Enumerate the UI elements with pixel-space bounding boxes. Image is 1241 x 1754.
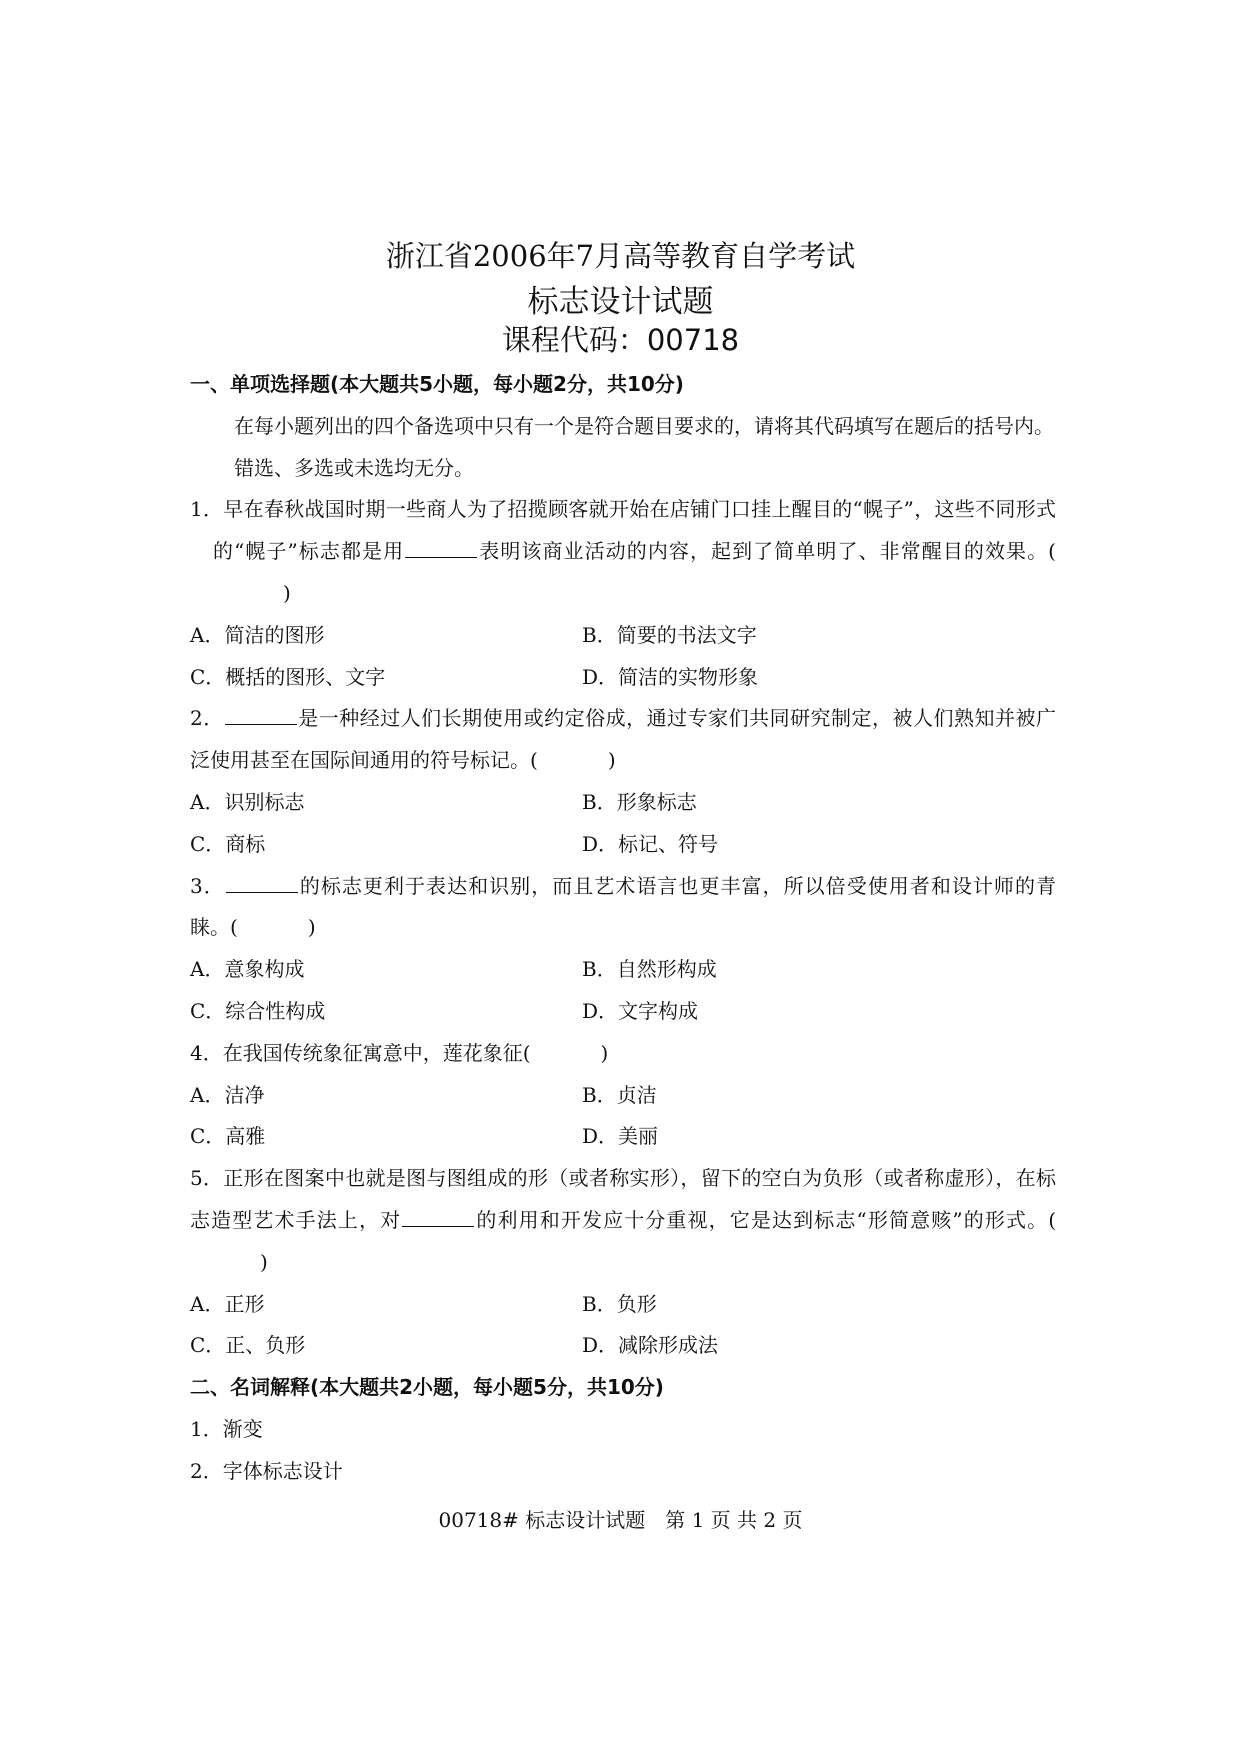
option-a: A．简洁的图形: [190, 622, 325, 647]
question-text: 4．在我国传统象征寓意中，莲花象征(: [190, 1040, 531, 1065]
answer-blank: [226, 874, 298, 893]
option-b: B．形象标志: [582, 789, 697, 814]
option-c: C．高雅: [190, 1124, 266, 1149]
question-text: 的利用和开发应十分重视，它是达到标志“形简意赅”的形式。(: [475, 1207, 1056, 1232]
option-d: D．减除形成法: [582, 1333, 719, 1358]
option-d: D．美丽: [582, 1124, 659, 1149]
options-row: [190, 824, 1056, 866]
section-instruction: 在每小题列出的四个备选项中只有一个是符合题目要求的，请将其代码填写在题后的括号内。错选、多选或未选均无分。: [234, 413, 1054, 480]
exam-content: [190, 364, 1056, 1493]
close-paren: ): [307, 915, 316, 940]
term-item-1: 1．渐变: [190, 1416, 263, 1441]
option-b: B．贞洁: [582, 1082, 657, 1107]
option-b: B．负形: [582, 1291, 657, 1316]
answer-blank: [405, 539, 477, 558]
question-text: 1．早在春秋战国时期一些商人为了招揽顾客就开始在店铺门口挂上醒目的“幌子”，这些不同形式的“幌子”标志都是用: [190, 497, 1056, 564]
answer-blank: [225, 706, 297, 725]
question-text: 表明该商业活动的内容，起到了简单明了、非常醒目的效果。(: [478, 539, 1056, 564]
section-heading-1: 一、单项选择题(本大题共5小题，每小题2分，共10分): [190, 372, 684, 396]
close-paren: ): [283, 580, 291, 605]
question-4: [190, 1033, 1056, 1075]
subject-title: 标志设计试题: [527, 284, 714, 320]
close-paren: ): [600, 1040, 609, 1065]
section-heading-2: 二、名词解释(本大题共2小题，每小题5分，共10分): [190, 1375, 664, 1400]
options-row: [190, 1284, 1056, 1326]
option-c: C．概括的图形、文字: [190, 664, 386, 689]
options-row: [190, 1075, 1056, 1117]
options-row: [190, 615, 1056, 657]
option-a: A．意象构成: [190, 957, 305, 982]
question-1: [190, 489, 1056, 614]
question-text: 的标志更利于表达和识别，而且艺术语言也更丰富，所以倍受使用者和设计师的青睐。(: [190, 873, 1056, 940]
options-row: [190, 991, 1056, 1033]
option-c: C．正、负形: [190, 1333, 306, 1358]
option-d: D．文字构成: [582, 998, 699, 1023]
question-5: [190, 1158, 1056, 1283]
question-text: 2．: [190, 706, 224, 731]
page-footer: 00718# 标志设计试题 第 1 页 共 2 页: [438, 1508, 803, 1532]
options-row: [190, 1116, 1056, 1158]
options-row: [190, 1325, 1056, 1367]
option-d: D．简洁的实物形象: [582, 664, 759, 689]
close-paren: ): [260, 1249, 268, 1274]
option-a: A．识别标志: [190, 789, 305, 814]
options-row: [190, 782, 1056, 824]
options-row: [190, 949, 1056, 991]
answer-blank: [402, 1208, 474, 1227]
question-text: 3．: [190, 873, 225, 898]
question-text: 5．正形在图案中也就是图与图组成的形（或者称实形），留下的空白为负形（或者称虚形），在标志造型艺术手法上，对: [190, 1166, 1056, 1232]
option-a: A．正形: [190, 1291, 265, 1316]
question-text: 是一种经过人们长期使用或约定俗成，通过专家们共同研究制定，被人们熟知并被广泛使用甚至在国际间通用的符号标记。(: [190, 706, 1056, 773]
course-code: 课程代码：00718: [501, 323, 740, 357]
option-b: B．简要的书法文字: [582, 622, 757, 647]
option-c: C．综合性构成: [190, 998, 326, 1023]
close-paren: ): [607, 748, 616, 773]
question-3: [190, 866, 1056, 950]
option-d: D．标记、符号: [582, 831, 719, 856]
options-row: [190, 657, 1056, 699]
option-c: C．商标: [190, 831, 266, 856]
option-a: A．洁净: [190, 1082, 265, 1107]
term-item-2: 2．字体标志设计: [190, 1458, 343, 1483]
exam-title: 浙江省2006年7月高等教育自学考试: [385, 239, 856, 273]
question-2: [190, 698, 1056, 782]
option-b: B．自然形构成: [582, 957, 717, 982]
